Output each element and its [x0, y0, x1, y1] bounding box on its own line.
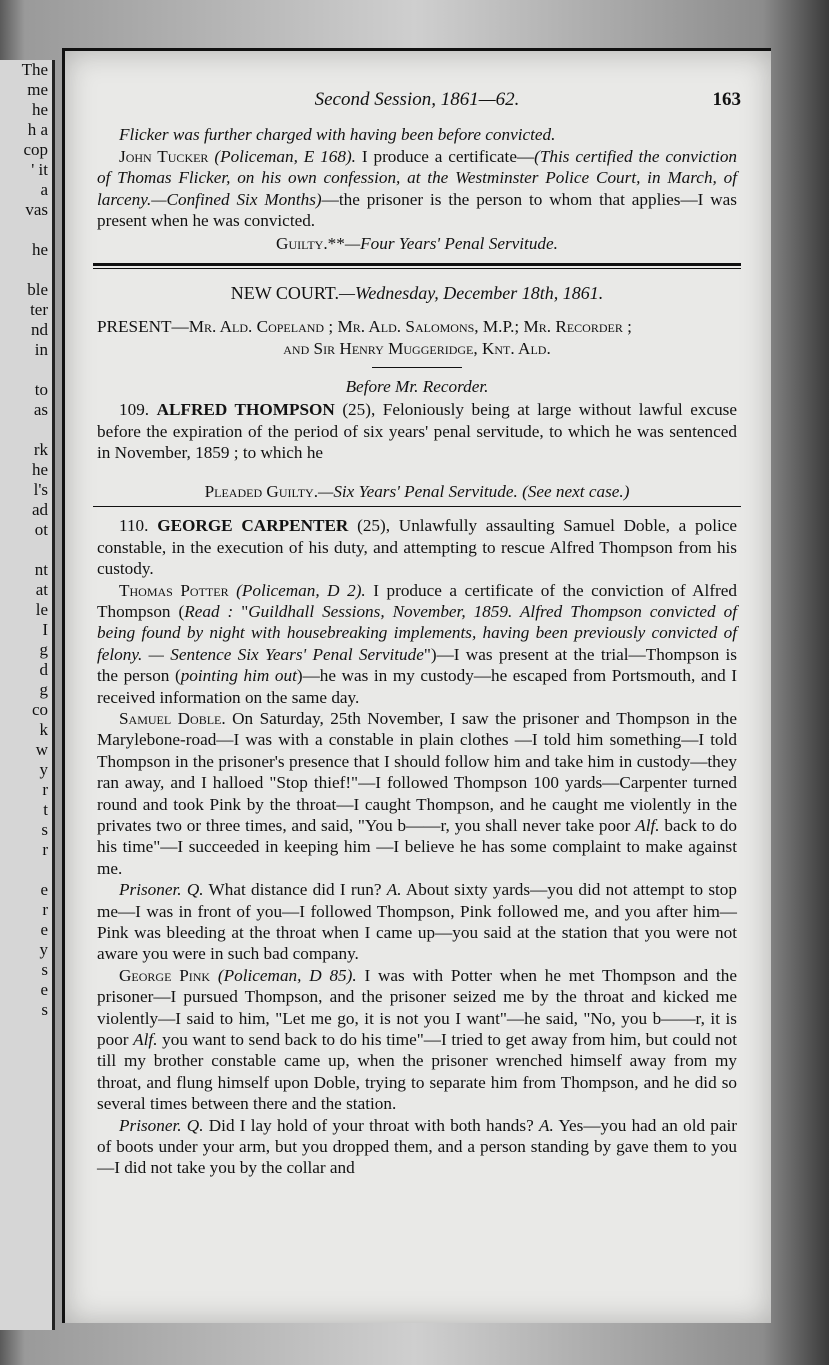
flicker-note-text: Flicker was further charged with having been before convicted. [119, 125, 556, 145]
left-page-fragment: s [41, 960, 48, 979]
answer-text: Yes—you had an old pair of boots under your arm, but you dropped them, and a person standing by gave them to you—I did not take you by the collar and [97, 1115, 738, 1178]
left-page-fragment: The [21, 60, 48, 79]
testimony-text: ")—I was present at the trial—Thompson is the person ( [97, 644, 737, 686]
left-page-fragment: as [33, 400, 48, 419]
answer-text: About sixty yards—you did not attempt to stop me—I was in front of you—I followed Thompson, Pink followed me, and you after him—Pink was bleeding at the throat when I came up—you said at the station that you were not aware you were in such bad company. [97, 880, 737, 964]
testimony-text: back to do his time"—I succeeded in keeping him —I believe he has some complaint to make against me. [97, 815, 737, 878]
left-page-fragment: he [31, 240, 48, 259]
left-page-fragment: a [40, 180, 48, 199]
left-page-fragment: ter [30, 300, 48, 319]
left-page-fragment: ble [27, 280, 48, 299]
testimony-text: I produce a certificate— [355, 146, 535, 166]
court-name: NEW COURT. [230, 282, 339, 303]
verdict [97, 233, 737, 254]
answer-marker: A. [538, 1115, 554, 1135]
cross-reference: (See next case.) [522, 481, 630, 501]
doble-testimony [97, 708, 737, 879]
present-line-2: and Sir Henry Muggeridge, Knt. Ald. [283, 338, 551, 358]
testimony-text: —the prisoner is the person to whom that applies—I was present when he was convicted. [97, 189, 737, 231]
left-page-fragment: at [35, 580, 48, 599]
left-page-fragment: g [39, 640, 48, 659]
witness-rank: (Policeman, E 168). [214, 146, 356, 166]
speaker-label: Prisoner. [119, 880, 182, 900]
defendant-name: ALFRED THOMPSON [156, 400, 335, 420]
testimony-text: I was with Potter when he met Thompson and the prisoner—I pursued Thompson, and the prisoner seized me by the throat and kicked me violently—I said to him, "Let me go, it is not you I want"—he said, "No, you b——r, it is poor [97, 965, 738, 1050]
certificate-text: Guildhall Sessions, November, 1859. Alfred Thompson convicted of being found by night with housebreaking implements, having been previously convicted of felony. — Sentence Six Years' Penal Servitude [97, 601, 737, 664]
left-page-fragment: y [39, 940, 48, 959]
left-page-fragment: ' it [31, 160, 48, 179]
header-title: Second Session, 1861—62. [314, 89, 520, 110]
left-page-fragment: h a [27, 120, 48, 139]
left-page-fragment: nt [34, 560, 48, 579]
question-text: Did I lay hold of your throat with both hands? [203, 1115, 539, 1135]
left-page-fragment: w [35, 740, 48, 759]
section-divider [93, 263, 741, 269]
certificate-text: (This certified the conviction of Thomas Flicker, on his own confession, at the Westminster Police Court, in March, of larceny.—Confined Six Months) [97, 146, 738, 209]
prisoner-question-1 [97, 879, 737, 965]
testimony-text: you want to send back to do his time"—I tried to get away from him, but could not till my brother constable came up, when the prisoner wrenched himself away from my throat, and flung himself upon Doble, trying to separate him from Thompson, and he did so several times between there and the station. [97, 1030, 738, 1114]
charge-text: (25), Unlawfully assaulting Samuel Doble, a police constable, in the execution of his duty, and attempting to rescue Alfred Thompson from his custody. [97, 516, 738, 579]
left-page-fragment: e [40, 920, 48, 939]
left-page-fragment: r [42, 900, 48, 919]
court-heading [97, 283, 737, 304]
left-page-fragment: e [40, 980, 48, 999]
left-page-fragment: he [31, 460, 48, 479]
left-page-fragment: ot [34, 520, 48, 539]
court-date: —Wednesday, December 18th, 1861. [338, 282, 604, 303]
potter-testimony [97, 580, 737, 708]
left-page-fragment [0, 260, 52, 280]
left-page-fragment: me [27, 80, 48, 99]
left-page-fragment [0, 540, 52, 560]
left-page-fragment: r [42, 780, 48, 799]
left-page-fragment: t [43, 800, 48, 819]
page-content [97, 89, 741, 1179]
left-page-fragment: to [34, 380, 48, 399]
testimony-text: )—he was in my custody—he escaped from Portsmouth, and I received information on the same day. [97, 666, 737, 707]
read-label: Read : [184, 601, 234, 621]
left-page-fragment: he [31, 100, 48, 119]
answer-marker: A. [386, 880, 402, 900]
case-110 [97, 515, 737, 579]
pink-testimony [97, 965, 737, 1115]
prisoner-question-2 [97, 1115, 737, 1179]
charge-text: (25), Feloniously being at large without lawful excuse before the expiration of the period of six years' penal servitude, to which he was sentenced in November, 1859 ; to which he [97, 400, 738, 463]
nickname: Alf. [635, 815, 660, 835]
left-page-fragment: e [40, 880, 48, 899]
plea [97, 481, 737, 502]
stage-direction: pointing him out [180, 666, 297, 686]
left-page-fragment: s [41, 1000, 48, 1019]
testimony-text: On Saturday, 25th November, I saw the prisoner and Thompson in the Marylebone-road—I was with a constable in plain clothes —I told him something—I told Thompson in the prisoner's presence that I should follow him and take him in custody—they ran away, and I halloed "Stop thief!"—I followed Thompson 100 yards—Carpenter turned round and took Pink by the throat—I caught Thompson, and he caught me violently in the privates two or three times, and said, "You b——r, you shall never take poor [97, 708, 737, 835]
case-number: 110. [119, 516, 149, 536]
left-page-fragment: y [39, 760, 48, 779]
testimony-text: " [233, 601, 249, 621]
case-109 [97, 399, 737, 463]
left-page-fragment: vas [25, 200, 48, 219]
book-page [62, 48, 771, 1323]
page-number: 163 [712, 89, 741, 110]
question-text: What distance did I run? [203, 880, 387, 900]
left-page-fragment: k [39, 720, 48, 739]
left-page-edge [0, 60, 55, 1330]
case-divider [93, 506, 741, 507]
left-page-fragment [0, 860, 52, 880]
question-marker: Q. [186, 1115, 204, 1135]
left-page-fragment: I [42, 620, 48, 639]
left-page-fragment [0, 220, 52, 240]
left-page-fragment: l's [33, 480, 48, 499]
left-page-fragment [0, 420, 52, 440]
left-page-fragment: cop [23, 140, 48, 159]
present-line-1: Mr. Ald. Copeland ; Mr. Ald. Salomons, M.P.; Mr. Recorder ; [188, 317, 632, 337]
present-label: PRESENT— [97, 317, 189, 337]
left-page-fragment: d [39, 660, 48, 679]
left-page-fragment: rk [33, 440, 48, 459]
left-page-fragment: in [34, 340, 48, 359]
tucker-testimony [97, 146, 737, 232]
left-page-fragment: co [31, 700, 48, 719]
nickname: Alf. [133, 1030, 158, 1050]
witness-name: Thomas Potter [119, 580, 229, 600]
defendant-name: GEORGE CARPENTER [157, 516, 349, 536]
witness-name: John Tucker [119, 146, 209, 166]
question-marker: Q. [186, 880, 204, 900]
left-page-fragment: le [35, 600, 48, 619]
case-number: 109. [119, 400, 150, 420]
left-page-fragment: ad [31, 500, 48, 519]
plea-label: Pleaded Guilty. [204, 481, 319, 501]
sentence: —Four Years' Penal Servitude. [344, 234, 558, 254]
before-judge: Before Mr. Recorder. [345, 377, 489, 397]
left-page-fragment [0, 360, 52, 380]
witness-name: George Pink [119, 965, 211, 985]
left-page-fragment: r [42, 840, 48, 859]
left-page-fragment: s [41, 820, 48, 839]
short-rule [372, 367, 462, 368]
flicker-note [97, 124, 737, 145]
verdict-label: Guilty.** [276, 234, 345, 254]
left-page-fragment: nd [31, 320, 48, 339]
speaker-label: Prisoner. [119, 1115, 182, 1135]
plea-sentence: —Six Years' Penal Servitude. [318, 481, 518, 501]
witness-name: Samuel Doble. [119, 708, 226, 728]
witness-rank: (Policeman, D 2). [236, 580, 366, 600]
testimony-text: I produce a certificate of the conviction of Alfred Thompson ( [97, 580, 737, 621]
running-header [97, 89, 741, 110]
present-list [97, 316, 737, 359]
left-page-fragment: g [39, 680, 48, 699]
witness-rank: (Policeman, D 85). [217, 965, 357, 985]
